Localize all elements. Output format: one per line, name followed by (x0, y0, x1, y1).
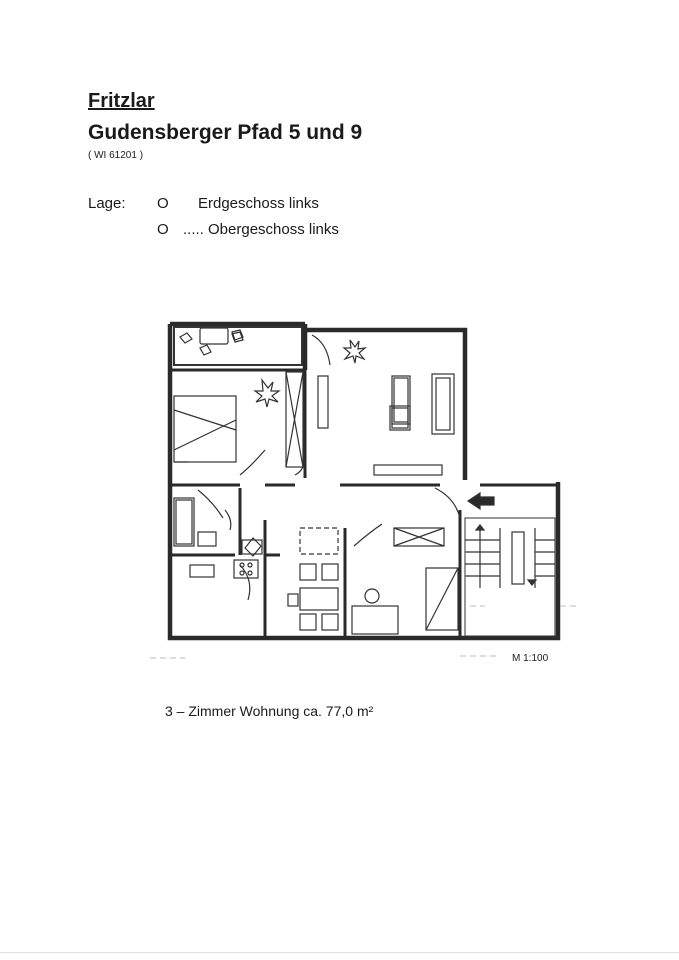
location-option-label: ..... Obergeschoss links (183, 221, 339, 238)
chair (322, 564, 338, 580)
location-option-label: Erdgeschoss links (198, 195, 319, 212)
plant (255, 380, 279, 407)
balcony-table (200, 328, 228, 344)
bed (174, 396, 236, 462)
toilet (198, 532, 216, 546)
plant (344, 340, 365, 363)
staircase (465, 518, 555, 636)
sofa (392, 376, 410, 424)
couch (432, 374, 454, 434)
chair (300, 614, 316, 630)
page-edge (0, 952, 679, 953)
address-title: Gudensberger Pfad 5 und 9 (88, 121, 363, 144)
bathtub (174, 498, 194, 546)
cabinet (190, 565, 214, 577)
balcony-chair (180, 333, 192, 343)
counter (300, 528, 338, 554)
dining-table (300, 588, 338, 610)
apartment-summary: 3 – Zimmer Wohnung ca. 77,0 m² (165, 703, 374, 719)
chair (322, 614, 338, 630)
armchair (390, 406, 410, 430)
interior-walls (170, 368, 558, 638)
table (352, 606, 398, 634)
floor-plan (140, 310, 580, 675)
sink (242, 540, 262, 554)
chair (300, 564, 316, 580)
balcony-chair (200, 345, 211, 355)
location-option-marker[interactable]: O (157, 195, 169, 212)
cabinet (374, 465, 442, 475)
sideboard (318, 376, 328, 428)
scale-label: M 1:100 (512, 653, 549, 664)
entrance-arrow (468, 493, 494, 509)
stool (365, 589, 379, 603)
location-label: Lage: (88, 195, 126, 212)
location-option-marker[interactable]: O (157, 221, 169, 238)
city-title: Fritzlar (88, 90, 155, 112)
reference-number: ( WI 61201 ) (88, 150, 144, 161)
stove (234, 560, 258, 578)
chair (288, 594, 298, 606)
